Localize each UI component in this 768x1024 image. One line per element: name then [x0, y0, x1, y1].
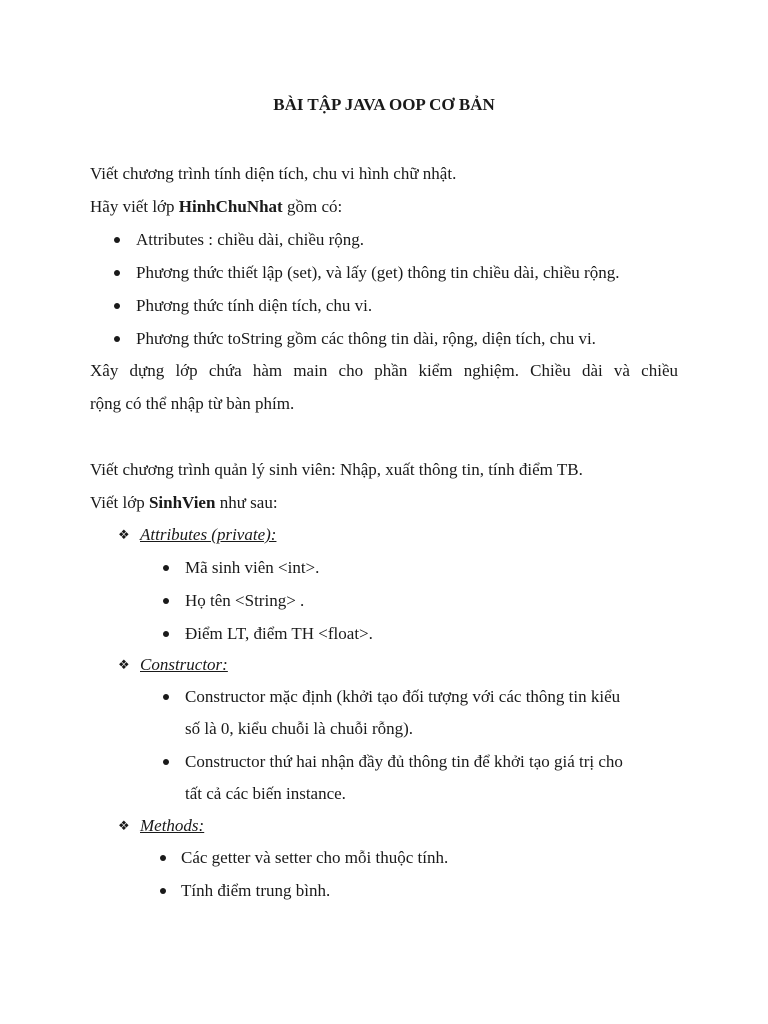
- bullet-icon: [163, 565, 169, 571]
- constructor-item-line2: tất cả các biến instance.: [185, 784, 346, 803]
- exercise1-class-prefix: Hãy viết lớp: [90, 197, 179, 216]
- bullet-icon: [163, 694, 169, 700]
- method-item: Tính điểm trung bình.: [181, 881, 331, 900]
- diamond-bullet-icon: ❖: [118, 527, 130, 542]
- section-heading-attributes: Attributes (private):: [140, 525, 277, 544]
- exercise1-main-line1: Xây dựng lớp chứa hàm main cho phần kiểm nghiệm. Chiều dài và chiều: [90, 361, 678, 380]
- exercise1-main-line2: rộng có thể nhập từ bàn phím.: [90, 394, 295, 413]
- exercise1-bullet: Phương thức thiết lập (set), và lấy (get) thông tin chiều dài, chiều rộng.: [136, 263, 620, 282]
- attribute-item: Mã sinh viên <int>.: [185, 558, 320, 577]
- exercise1-class-name: HinhChuNhat: [178, 197, 283, 216]
- section-heading-constructor: Constructor:: [140, 655, 228, 674]
- exercise2-class-prefix: Viết lớp: [90, 493, 149, 512]
- bullet-icon: [163, 759, 169, 765]
- attribute-item: Điểm LT, điểm TH <float>.: [185, 624, 373, 643]
- exercise1-class-line: [90, 196, 342, 218]
- bullet-icon: [160, 855, 166, 861]
- exercise1-class-suffix: gồm có:: [282, 197, 343, 216]
- bullet-icon: [114, 303, 120, 309]
- method-item: Các getter và setter cho mỗi thuộc tính.: [181, 848, 449, 867]
- exercise1-intro: Viết chương trình tính diện tích, chu vi hình chữ nhật.: [90, 164, 457, 183]
- diamond-bullet-icon: ❖: [118, 657, 130, 672]
- exercise1-bullet: Phương thức tính diện tích, chu vi.: [136, 296, 373, 315]
- bullet-icon: [114, 237, 120, 243]
- attribute-item: Họ tên <String> .: [185, 591, 305, 610]
- constructor-item-line1: Constructor mặc định (khởi tạo đối tượng với các thông tin kiểu: [185, 687, 621, 706]
- bullet-icon: [114, 336, 120, 342]
- bullet-icon: [163, 631, 169, 637]
- document-title: BÀI TẬP JAVA OOP CƠ BẢN: [273, 95, 495, 114]
- exercise1-bullet: Attributes : chiều dài, chiều rộng.: [136, 230, 365, 249]
- exercise2-class-suffix: như sau:: [215, 493, 278, 512]
- constructor-item-line2: số là 0, kiểu chuỗi là chuỗi rỗng).: [185, 719, 414, 738]
- exercise2-class-line: [90, 492, 278, 514]
- bullet-icon: [163, 598, 169, 604]
- section-heading-methods: Methods:: [140, 816, 205, 835]
- diamond-bullet-icon: ❖: [118, 818, 130, 833]
- exercise2-class-name: SinhVien: [148, 493, 216, 512]
- exercise2-intro: Viết chương trình quản lý sinh viên: Nhập, xuất thông tin, tính điểm TB.: [90, 460, 583, 479]
- bullet-icon: [114, 270, 120, 276]
- bullet-icon: [160, 888, 166, 894]
- constructor-item-line1: Constructor thứ hai nhận đầy đủ thông tin để khởi tạo giá trị cho: [185, 752, 623, 771]
- exercise1-bullet: Phương thức toString gồm các thông tin dài, rộng, diện tích, chu vi.: [136, 329, 596, 348]
